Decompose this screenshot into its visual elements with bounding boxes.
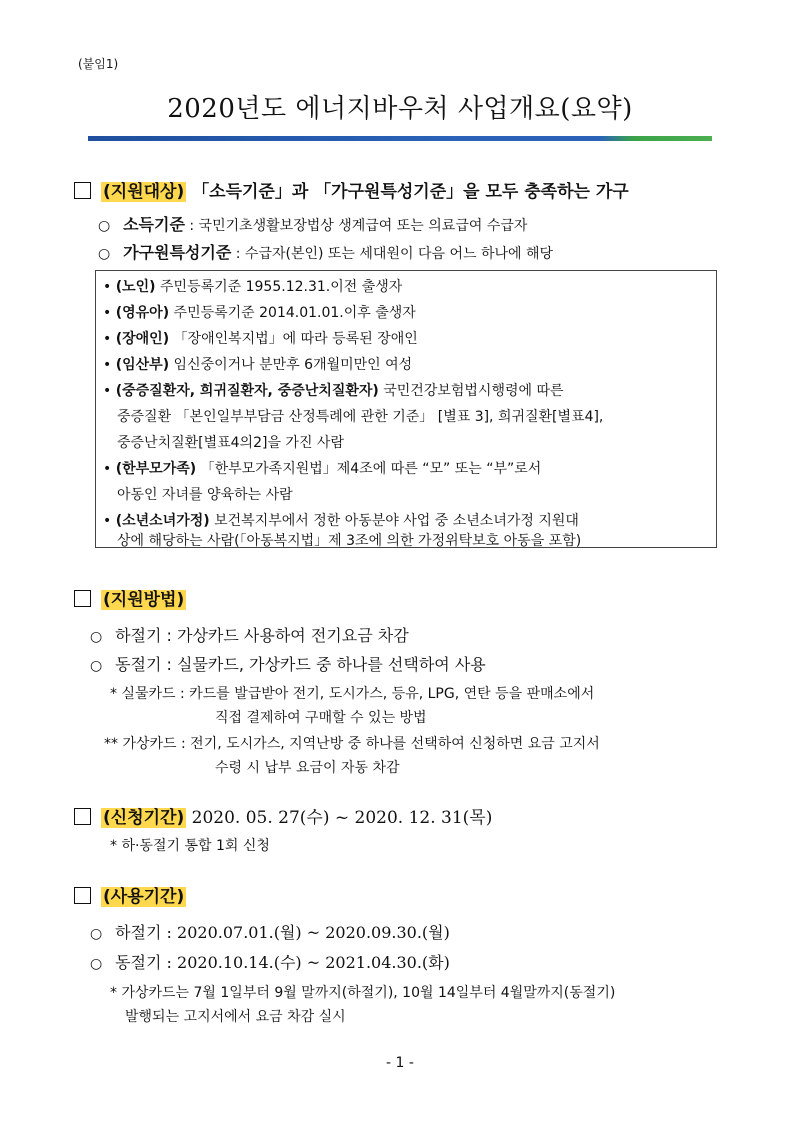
item-desc: : 수급자(본인) 또는 세대원이 다음 어느 하나에 해당 [231,246,554,262]
checkbox-icon [74,887,91,904]
box-item: • (장애인) 「장애인복지법」에 따라 등록된 장애인 [103,331,418,347]
list-item [90,652,486,675]
title-rule-green [600,136,712,141]
item-term: 가구원특성기준 [123,243,232,262]
section-support-method [74,585,186,610]
annex-label: (붙임1) [78,57,119,71]
checkbox-icon [74,590,91,607]
list-item [90,920,450,943]
circle-bullet-icon: ○ [98,246,111,262]
item-text: 하절기 : 가상카드 사용하여 전기요금 차감 [115,626,409,645]
section-text: 「소득기준」과 「가구원특성기준」을 모두 충족하는 가구 [186,182,629,202]
box-item: • (중증질환자, 희귀질환자, 중증난치질환자) 국민건강보험법시행령에 따른 [103,383,564,399]
note-item: * 가상카드는 7월 1일부터 9월 말까지(하절기), 10월 14일부터 4월말까지(동절기) [110,985,616,1001]
box-item: • (영유아) 주민등록기준 2014.01.01.이후 출생자 [103,305,416,321]
circle-bullet-icon: ○ [90,926,103,942]
list-item [90,950,450,973]
checkbox-icon [74,808,91,825]
box-item: • (임산부) 임신중이거나 분만후 6개월미만인 여성 [103,357,413,373]
circle-bullet-icon: ○ [98,218,111,234]
box-item: • (한부모가족) 「한부모가족지원법」제4조에 따른 “모” 또는 “부”로서 [103,461,542,477]
item-text: 동절기 : 2020.10.14.(수) ~ 2021.04.30.(화) [115,953,450,972]
section-label: (사용기간) [103,887,185,907]
section-usage-period [74,882,186,907]
box-item-cont: 중증질환 「본인일부부담금 산정특례에 관한 기준」 [별표 3], 희귀질환[별표4], [117,409,604,425]
section-application-period [74,803,492,828]
box-item: • (노인) 주민등록기준 1955.12.31.이전 출생자 [103,279,403,295]
section-label: (지원대상) [103,182,185,202]
list-item [98,240,553,263]
item-desc: : 국민기초생활보장법상 생계급여 또는 의료급여 수급자 [184,218,528,234]
box-item-cont: 상에 해당하는 사람(「아동복지법」제 3조에 의한 가정위탁보호 아동을 포함) [117,533,582,549]
note-cont: 발행되는 고지서에서 요금 차감 실시 [125,1009,346,1025]
note-item: * 하·동절기 통합 1회 신청 [110,838,270,854]
page-number: - 1 - [386,1055,414,1071]
checkbox-icon [74,182,91,199]
box-item-cont: 아동인 자녀를 양육하는 사람 [117,487,293,503]
box-item: • (소년소녀가정) 보건복지부에서 정한 아동분야 사업 중 소년소녀가정 지원대 [103,513,579,529]
note-cont: 직접 결제하여 구매할 수 있는 방법 [215,710,427,726]
list-item [98,212,527,235]
circle-bullet-icon: ○ [90,956,103,972]
note-item: * 실물카드 : 카드를 발급받아 전기, 도시가스, 등유, LPG, 연탄 등을 판매소에서 [110,686,595,702]
note-item: ** 가상카드 : 전기, 도시가스, 지역난방 중 하나를 선택하여 신청하면 요금 고지서 [104,736,600,752]
section-text: 2020. 05. 27(수) ~ 2020. 12. 31(목) [186,808,493,828]
box-item-cont: 중증난치질환[별표4의2]을 가진 사람 [117,435,344,451]
title-rule-blue [88,136,618,141]
circle-bullet-icon: ○ [90,658,103,674]
note-cont: 수령 시 납부 요금이 자동 차감 [215,760,400,776]
item-text: 동절기 : 실물카드, 가상카드 중 하나를 선택하여 사용 [115,655,486,674]
circle-bullet-icon: ○ [90,629,103,645]
list-item [90,623,409,646]
item-term: 소득기준 [123,215,185,234]
section-label: (신청기간) [103,808,185,828]
item-text: 하절기 : 2020.07.01.(월) ~ 2020.09.30.(월) [115,923,450,942]
document-title: 2020년도 에너지바우처 사업개요(요약) [167,94,633,124]
section-label: (지원방법) [103,590,185,610]
section-support-target [74,177,629,202]
